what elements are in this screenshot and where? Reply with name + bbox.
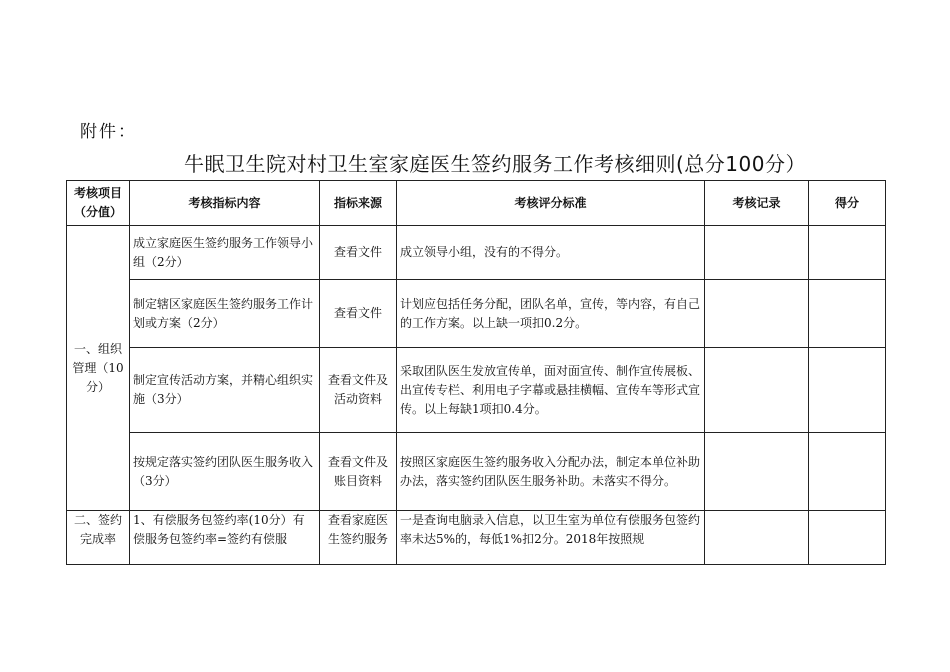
group-label: 二、签约完成率 xyxy=(67,511,130,565)
row-content: 制定宣传活动方案，并精心组织实施（3分） xyxy=(130,348,320,433)
row-source: 查看文件 xyxy=(320,280,397,348)
row-content: 1、有偿服务包签约率(10分）有偿服务包签约率=签约有偿服 xyxy=(130,511,320,565)
row-criteria: 按照区家庭医生签约服务收入分配办法，制定本单位补助办法，落实签约团队医生服务补助。未落实不得分。 xyxy=(397,433,705,511)
table-row xyxy=(67,433,886,511)
row-score[interactable] xyxy=(809,511,886,565)
table-row xyxy=(67,511,886,565)
row-content: 按规定落实签约团队医生服务收入（3分） xyxy=(130,433,320,511)
table-row xyxy=(67,280,886,348)
row-score[interactable] xyxy=(809,348,886,433)
header-source: 指标来源 xyxy=(320,181,397,226)
row-source: 查看文件及账目资料 xyxy=(320,433,397,511)
row-score[interactable] xyxy=(809,226,886,280)
row-score[interactable] xyxy=(809,280,886,348)
page-title: 牛眠卫生院对村卫生室家庭医生签约服务工作考核细则(总分100分） xyxy=(184,152,806,176)
row-source: 查看家庭医生签约服务 xyxy=(320,511,397,565)
header-score: 得分 xyxy=(809,181,886,226)
header-criteria: 考核评分标准 xyxy=(397,181,705,226)
attachment-label: 附件： xyxy=(80,122,137,142)
header-row xyxy=(67,181,886,226)
header-record: 考核记录 xyxy=(705,181,809,226)
header-content: 考核指标内容 xyxy=(130,181,320,226)
assessment-table xyxy=(66,180,886,565)
row-criteria: 计划应包括任务分配，团队名单，宣传，等内容，有自己的工作方案。以上缺一项扣0.2分。 xyxy=(397,280,705,348)
row-record[interactable] xyxy=(705,348,809,433)
header-item: 考核项目（分值） xyxy=(67,181,130,226)
row-source: 查看文件及活动资料 xyxy=(320,348,397,433)
row-record[interactable] xyxy=(705,433,809,511)
row-source: 查看文件 xyxy=(320,226,397,280)
row-record[interactable] xyxy=(705,511,809,565)
row-score[interactable] xyxy=(809,433,886,511)
group-label: 一、组织管理（10分） xyxy=(67,226,130,511)
row-criteria: 成立领导小组，没有的不得分。 xyxy=(397,226,705,280)
row-criteria: 采取团队医生发放宣传单，面对面宣传、制作宣传展板、出宣传专栏、利用电子字幕或悬挂横幅、宣传车等形式宣传。以上每缺1项扣0.4分。 xyxy=(397,348,705,433)
row-record[interactable] xyxy=(705,226,809,280)
row-criteria: 一是查询电脑录入信息，以卫生室为单位有偿服务包签约率未达5%的，每低1%扣2分。2018年按照规 xyxy=(397,511,705,565)
row-record[interactable] xyxy=(705,280,809,348)
table-row xyxy=(67,226,886,280)
row-content: 成立家庭医生签约服务工作领导小组（2分） xyxy=(130,226,320,280)
row-content: 制定辖区家庭医生签约服务工作计划或方案（2分） xyxy=(130,280,320,348)
table-row xyxy=(67,348,886,433)
